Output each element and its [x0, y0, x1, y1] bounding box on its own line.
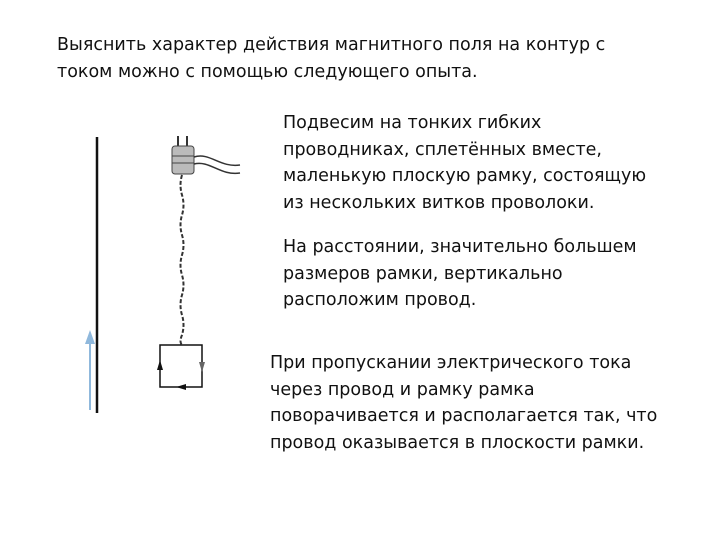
holder-icon: [172, 136, 240, 174]
slide-title: Выяснить характер действия магнитного поля на контур с током можно с помощью следующего опыта.: [57, 35, 606, 82]
paragraph-result: При пропускании электрического тока через провод и рамку рамка поворачивается и располагается так, что провод оказывается в плоскости рамки.: [270, 353, 658, 453]
paragraph-place-wire: На расстоянии, значительно большем размеров рамки, вертикально расположим провод.: [283, 237, 637, 310]
frame-icon: [157, 345, 205, 390]
current-arrow-icon: [85, 330, 95, 410]
paragraph-suspend-frame: Подвесим на тонких гибких проводниках, сплетённых вместе, маленькую плоскую рамку, состоящую из нескольких витков проволоки.: [283, 113, 647, 213]
twisted-leads: [181, 175, 184, 345]
